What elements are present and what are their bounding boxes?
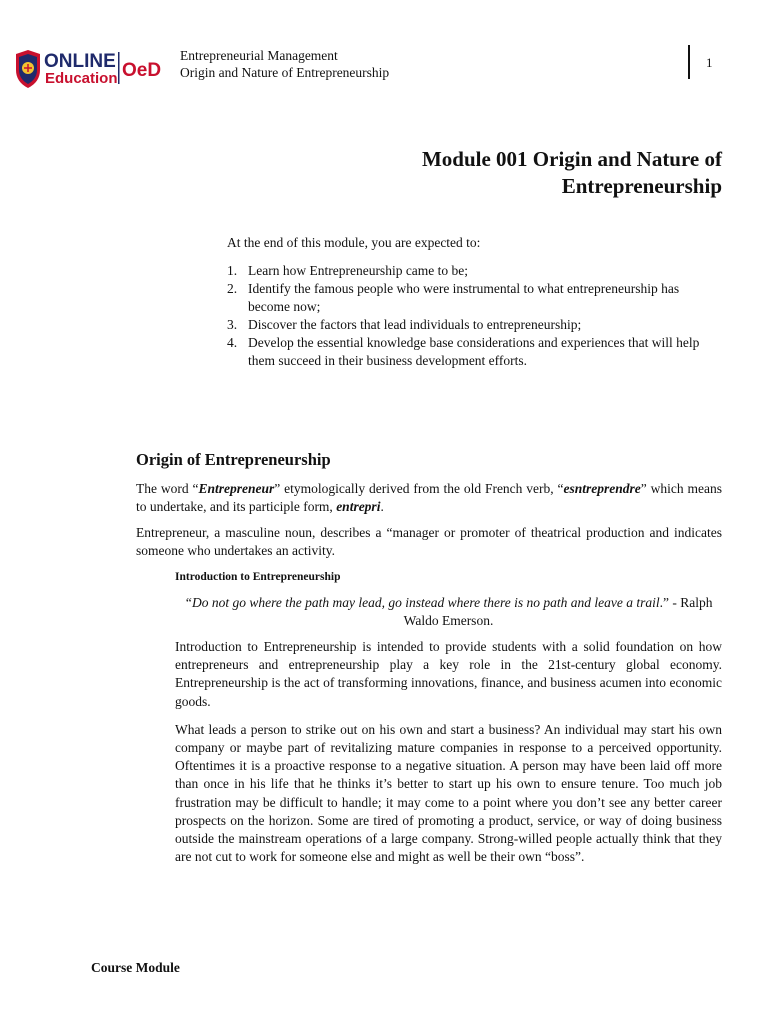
origin-paragraph-1 xyxy=(136,480,722,516)
objective-number: 2. xyxy=(227,281,238,296)
logo-text-top: ONLINE xyxy=(44,51,116,72)
header-course: Entrepreneurial Management xyxy=(180,48,338,63)
emerson-quote xyxy=(175,594,722,630)
text-run: The word “ xyxy=(136,481,199,496)
term-entrepri: entrepri xyxy=(336,499,381,514)
logo-text-bottom: Education xyxy=(45,70,118,87)
text-run: ” etymologically derived from the old French verb, “ xyxy=(274,481,564,496)
quote-attribution: .” - Ralph Waldo Emerson. xyxy=(403,595,713,628)
text-run: ” which means to undertake, and its participle form, xyxy=(136,481,722,514)
objective-item xyxy=(227,262,717,280)
text-run: . xyxy=(380,499,384,514)
logo-graphic xyxy=(14,44,166,92)
intro-paragraph-2: What leads a person to strike out on his own and start a business? An individual may start his own company or maybe part of revitalizing mature companies in response to a perceived opportunity. Oftentimes it is a proactive response to a negative situation. A person may have been laid off more than once in his life that he thinks it’s better to start up his own to ensure tenure. Too much job frustration may be difficult to handle; it may come to a point where you don’t see any better career prospects on the horizon. Some are tired of promoting a product, service, or way of doing business outside the mainstream operations of a large company. Strong-willed people actually think that they are not cut to work for someone else and might as well be their own “boss”. xyxy=(175,721,722,865)
intro-paragraph-1: Introduction to Entrepreneurship is intended to provide students with a solid foundation on how entrepreneurs and entrepreneurship play a key role in the 21st-century global economy. Entrepreneurship is the act of transforming innovations, finance, and business acumen into economic goods. xyxy=(175,639,722,709)
objective-text: Discover the factors that lead individuals to entrepreneurship; xyxy=(248,317,582,332)
logo-acronym: OeD xyxy=(122,60,162,81)
learning-objectives xyxy=(227,234,717,370)
origin-paragraph-2: Entrepreneur, a masculine noun, describes a “manager or promoter of theatrical production and indicates someone who undertakes an activity. xyxy=(136,525,722,558)
objective-text: Develop the essential knowledge base considerations and experiences that will help them succeed in their business development efforts. xyxy=(248,335,700,368)
online-education-logo xyxy=(14,44,166,92)
objectives-intro: At the end of this module, you are expected to: xyxy=(227,235,481,250)
term-esntreprendre: esntreprendre xyxy=(563,481,641,496)
objective-number: 1. xyxy=(227,263,238,278)
objective-item xyxy=(227,316,717,334)
module-title-line2: Entrepreneurship xyxy=(561,174,722,198)
objectives-list xyxy=(227,262,717,370)
page-number: 1 xyxy=(706,55,713,70)
section-heading-origin: Origin of Entrepreneurship xyxy=(136,450,331,469)
subheading-introduction: Introduction to Entrepreneurship xyxy=(175,571,341,583)
origin-body xyxy=(136,480,722,568)
objective-item xyxy=(227,280,717,316)
module-title-line1: Module 001 Origin and Nature of xyxy=(421,147,722,171)
introduction-body xyxy=(175,638,722,876)
objective-text: Learn how Entrepreneurship came to be; xyxy=(248,263,469,278)
term-entrepreneur: Entrepreneur xyxy=(198,481,275,496)
objective-text: Identify the famous people who were instrumental to what entrepreneurship has become now; xyxy=(248,281,680,314)
objective-number: 3. xyxy=(227,317,238,332)
module-title xyxy=(302,146,722,200)
header-divider xyxy=(688,45,690,79)
objective-number: 4. xyxy=(227,335,238,350)
quote-text: “Do not go where the path may lead, go instead where there is no path and leave a trail xyxy=(184,595,660,610)
footer-course-module: Course Module xyxy=(91,960,180,975)
running-header xyxy=(180,47,389,81)
objective-item xyxy=(227,334,717,370)
header-module-topic: Origin and Nature of Entrepreneurship xyxy=(180,65,390,80)
